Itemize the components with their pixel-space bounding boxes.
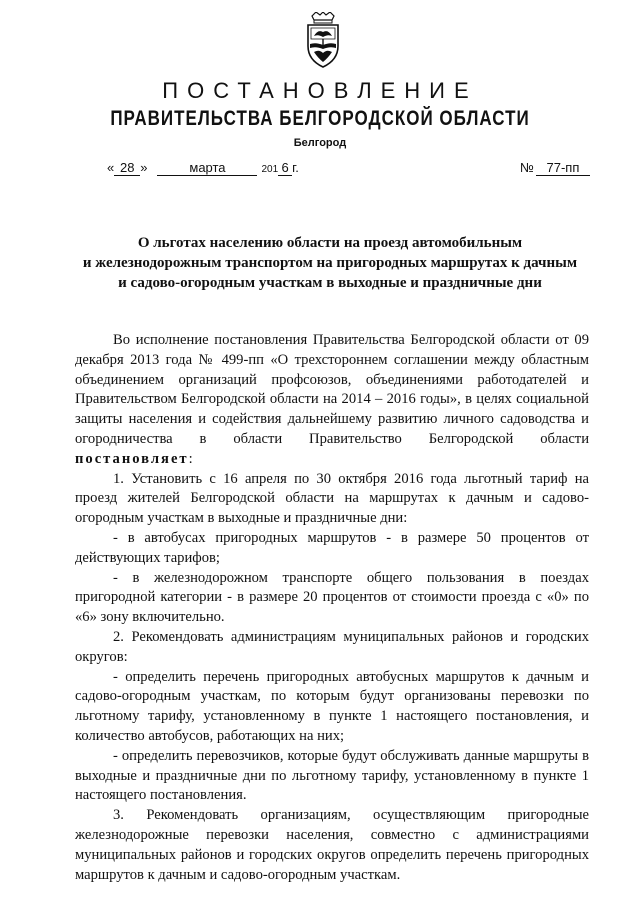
- body-paragraph: - определить перевозчиков, которые будут обслуживать данные маршруты в выходные и праздничные дни по льготному тарифу, установленному в пункте 1 настоящего постановления.: [75, 747, 589, 804]
- decree-colon: :: [188, 450, 193, 467]
- preamble-text: Во исполнение постановления Правительства Белгородской области от 09 декабря 2013 года № 499-пп «О трехстороннем соглашении между областным объединением организаций профсоюзов, объединениями работодателей и Правительством Белгородской области на 2014 – 2016 годы», в целях социальной защиты населения и содействия дальнейшему развитию личного садоводства и огородничества в области Правительство Белгородской области: [75, 332, 589, 447]
- date-day: 28: [114, 161, 140, 176]
- subject-line: и железнодорожным транспортом на пригородных маршрутах к дачным: [82, 255, 578, 271]
- decree-word: постановляет: [75, 450, 189, 467]
- date-year-suffix: 6: [278, 161, 292, 176]
- body-paragraph: - определить перечень пригородных автобусных маршрутов к дачным и садово-огородным участкам, по которым будут организованы перевозки по льготному тарифу, установленному в пункте 1 настоящего постановления, и количество автобусов, работающих на них;: [75, 668, 589, 744]
- date-close-quote: »: [140, 160, 148, 175]
- body-paragraph: 3. Рекомендовать организациям, осуществляющим пригородные железнодорожные перевозки населения, совместно с администрациями муниципальных районов и городских округов определить перечень пригородных маршрутов к дачным и садово-огородным участкам.: [75, 807, 589, 883]
- date-open-quote: «: [107, 160, 115, 175]
- subject-line: и садово-огородным участкам в выходные и праздничные дни: [118, 275, 542, 291]
- body-paragraph: 1. Установить с 16 апреля по 30 октября 2016 года льготный тариф на проезд жителей Белгородской области на маршрутах к дачным и садово-огородным участкам в выходные и праздничные дни:: [75, 470, 589, 527]
- date-year-abbr: г.: [292, 160, 299, 175]
- number-label: №: [520, 160, 534, 175]
- body-paragraph: - в автобусах пригородных маршрутов - в размере 50 процентов от действующих тарифов;: [75, 529, 589, 566]
- date-year-prefix: 201: [261, 164, 279, 175]
- document-type-title: ПОСТАНОВЛЕНИЕ: [162, 78, 478, 103]
- document-date: [107, 160, 299, 176]
- body-paragraph: - в железнодорожном транспорте общего пользования в поездах пригородной категории - в размере 20 процентов от стоимости проезда с «0» по «6» зону включительно.: [75, 569, 589, 626]
- document-body: [75, 331, 589, 885]
- document-subject-title: [60, 233, 600, 293]
- number-value: 77-пп: [536, 161, 590, 176]
- body-paragraph: 2. Рекомендовать администрациям муниципальных районов и городских округов:: [75, 628, 589, 665]
- city-name: Белгород: [293, 137, 347, 149]
- subject-line: О льготах населению области на проезд автомобильным: [137, 235, 523, 251]
- issuing-authority-title: ПРАВИТЕЛЬСТВА БЕЛГОРОДСКОЙ ОБЛАСТИ: [110, 106, 530, 130]
- coat-of-arms-icon: [306, 12, 340, 70]
- preamble-paragraph: [75, 331, 589, 470]
- document-number: [520, 160, 590, 176]
- date-month: марта: [157, 161, 257, 176]
